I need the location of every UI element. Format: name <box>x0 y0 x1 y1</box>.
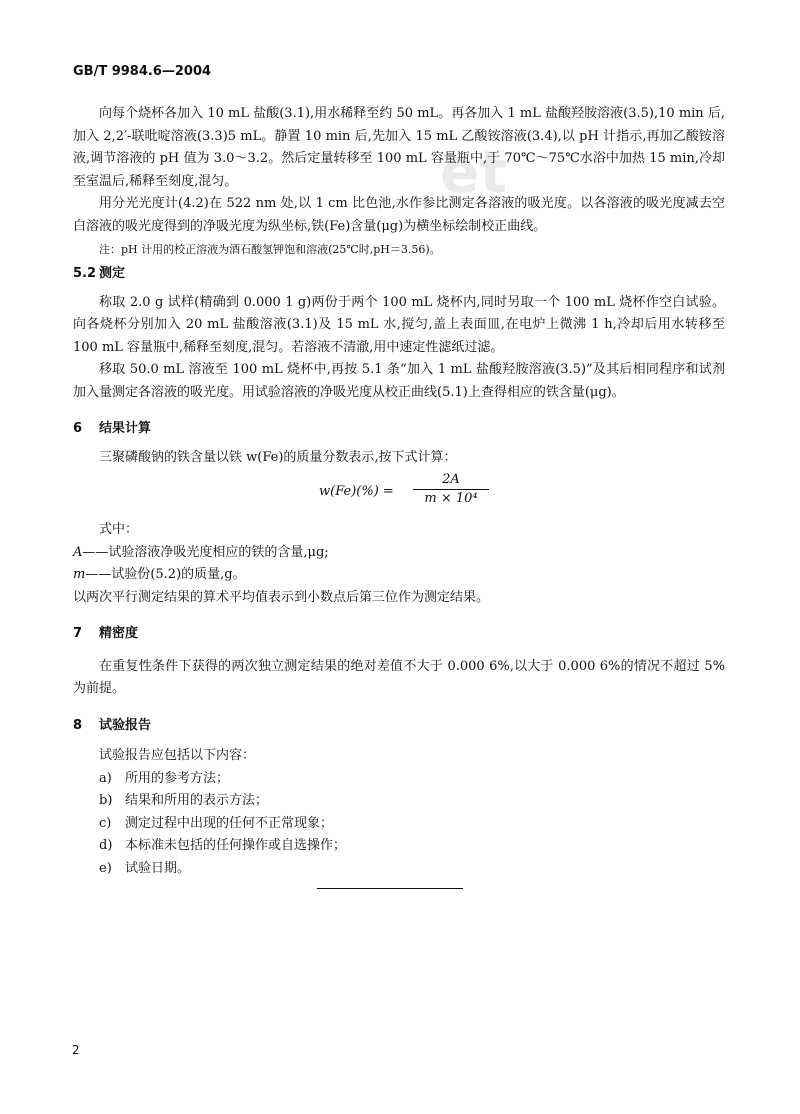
paragraph-precision: 在重复性条件下获得的两次独立测定结果的绝对差值不大于 0.000 6%,以大于 0.000 6%的情况不超过 5%为前提。 <box>73 658 725 696</box>
section-number: 6 <box>73 421 83 436</box>
section-title: 精密度 <box>99 626 139 641</box>
formula-fraction <box>413 471 489 508</box>
section-number: 5.2 <box>73 266 97 281</box>
paragraph-result-expression: 以两次平行测定结果的算术平均值表示到小数点后第三位作为测定结果。 <box>73 589 490 605</box>
paragraph-sample-prep: 称取 2.0 g 试样(精确到 0.000 1 g)两份于两个 100 mL 烧杯内,同时另取一个 100 mL 烧杯作空白试验。向各烧杯分别加入 20 mL 盐酸溶液(3.1)及 15 mL 水,搅匀,盖上表面皿,在电炉上微沸 1 h,冷却后用水转移至 100 mL 容量瓶中,稀释至刻度,混匀。若溶液不清澈,用中速定性滤纸过滤。 <box>73 294 725 355</box>
section-number: 8 <box>73 717 83 733</box>
list-label: c) <box>99 815 112 831</box>
end-of-document-rule <box>317 888 463 889</box>
page-number: 2 <box>72 1043 80 1057</box>
list-item <box>73 790 725 813</box>
list-text: 所用的参考方法； <box>125 770 230 786</box>
paragraph-calculation-intro: 三聚磷酸钠的铁含量以铁 w(Fe)的质量分数表示,按下式计算： <box>99 449 457 465</box>
section-title: 试验报告 <box>99 717 152 733</box>
section-heading-7 <box>73 623 725 646</box>
watermark: et <box>440 138 508 206</box>
definition-m <box>73 564 725 587</box>
list-item <box>73 835 725 858</box>
list-item <box>73 768 725 791</box>
definition-A <box>73 542 725 565</box>
paragraph-calibration-curve: 用分光光度计(4.2)在 522 nm 处,以 1 cm 比色池,水作参比测定各溶液的吸光度。以各溶液的吸光度减去空白溶液的吸光度得到的净吸光度为纵坐标,铁(Fe)含量(μg)为横坐标绘制校正曲线。 <box>73 196 725 234</box>
list-label: b) <box>99 793 113 808</box>
definition-text: ——试验溶液净吸光度相应的铁的含量,μg; <box>82 544 329 560</box>
iron-content-formula <box>73 471 725 515</box>
section-number: 7 <box>73 626 83 641</box>
section-heading-8 <box>73 715 725 738</box>
standard-code-header: GB/T 9984.6—2004 <box>73 64 212 79</box>
list-label: e) <box>99 860 112 876</box>
list-text: 测定过程中出现的任何不正常现象； <box>125 815 334 831</box>
document-body <box>73 103 725 880</box>
paragraph-procedure-5-1-continued: 向每个烧杯各加入 10 mL 盐酸(3.1),用水稀释至约 50 mL。再各加入 1 mL 盐酸羟胺溶液(3.5),10 min 后,加入 2,2′-联吡啶溶液(3.3)5 mL。静置 10 min 后,先加入 15 mL 乙酸铵溶液(3.4),以 pH 计指示,再加乙酸铵溶液,调节溶液的 pH 值为 3.0～3.2。然后定量转移至 100 mL 容量瓶中,于 70℃～75℃水浴中加热 15 min,冷却至室温后,稀释至刻度,混匀。 <box>73 106 725 189</box>
section-heading-6 <box>73 418 725 441</box>
paragraph-measurement: 移取 50.0 mL 溶液至 100 mL 烧杯中,再按 5.1 条“加入 1 mL 盐酸羟胺溶液(3.5)”及其后相同程序和试剂加入量测定各溶液的吸光度。用试验溶液的净吸光度从校正曲线(5.1)上查得相应的铁含量(μg)。 <box>73 362 725 400</box>
note-ph-calibration: 注：pH 计用的校正溶液为酒石酸氢钾饱和溶液(25℃时,pH＝3.56)。 <box>99 243 441 256</box>
symbol: m <box>73 567 86 582</box>
paragraph-report-intro: 试验报告应包括以下内容： <box>99 748 256 763</box>
list-item <box>73 813 725 836</box>
list-text: 结果和所用的表示方法； <box>125 793 269 808</box>
formula-denominator: m × 10⁴ <box>424 491 478 506</box>
section-title: 结果计算 <box>99 421 152 436</box>
list-label: a) <box>99 770 112 786</box>
where-label: 式中： <box>99 522 139 537</box>
section-title: 测定 <box>99 266 126 281</box>
symbol: A <box>73 544 83 560</box>
list-label: d) <box>99 838 113 853</box>
list-text: 试验日期。 <box>125 860 191 876</box>
formula-lhs: w(Fe)(%) = <box>319 484 394 499</box>
list-item <box>73 858 725 881</box>
list-text: 本标准未包括的任何操作或自选操作； <box>125 838 347 853</box>
section-heading-5-2 <box>73 263 725 286</box>
definition-text: ——试验份(5.2)的质量,g。 <box>85 567 246 582</box>
formula-numerator: 2A <box>413 471 489 490</box>
